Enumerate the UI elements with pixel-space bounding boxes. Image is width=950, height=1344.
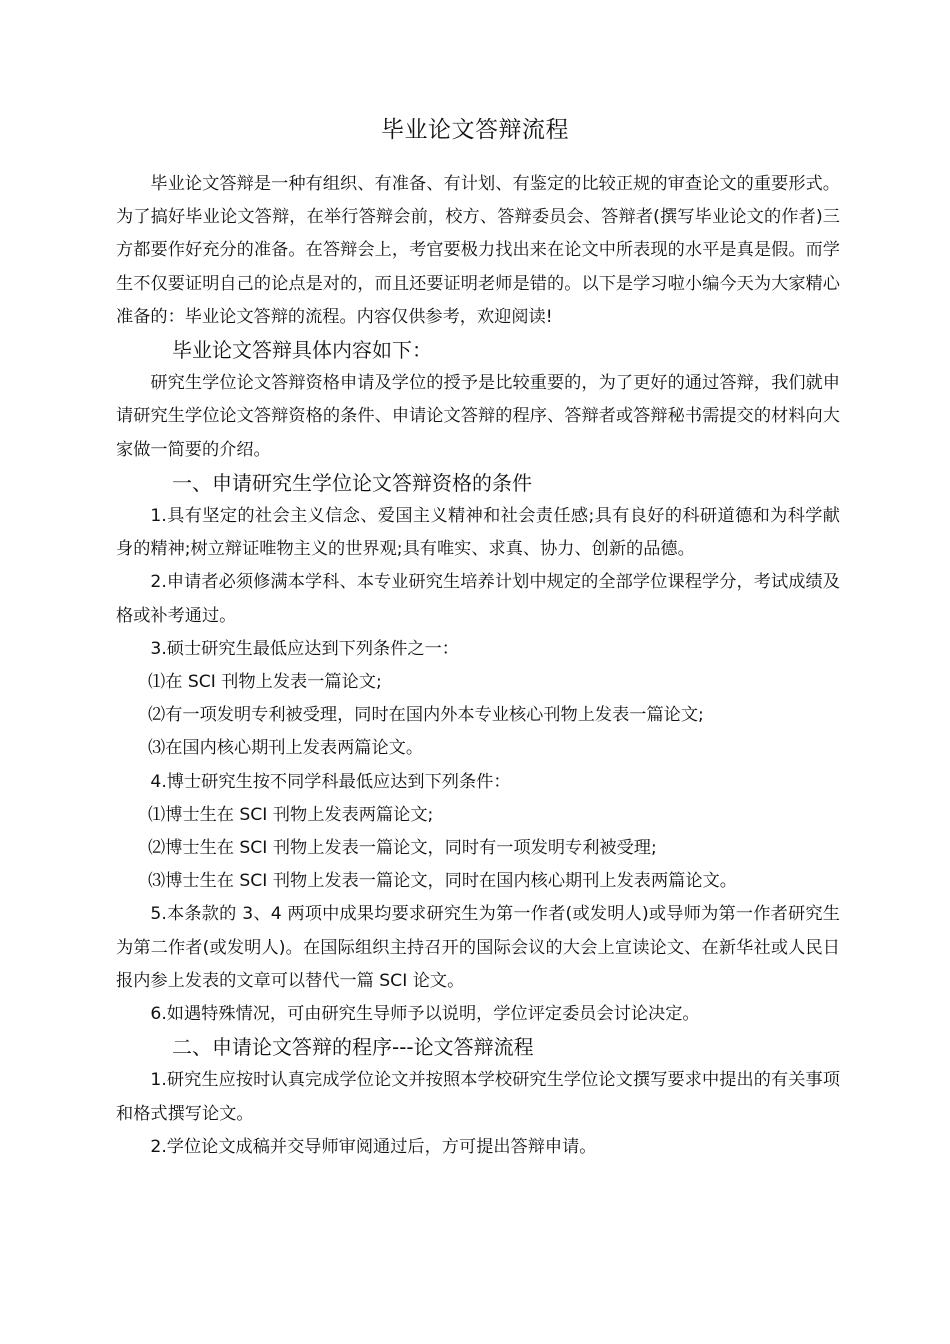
section1-item-5: 5.本条款的 3、4 两项中成果均要求研究生为第一作者(或发明人)或导师为第一作者研究生为第二作者(或发明人)。在国际组织主持召开的国际会议的大会上宣读论文、在新华社或人民日报内参上发表的文章可以替代一篇 SCI 论文。 bbox=[116, 904, 840, 991]
section1-item-4: 4.博士研究生按不同学科最低应达到下列条件： bbox=[150, 771, 511, 792]
section1-item-6: 6.如遇特殊情况，可由研究生导师予以说明，学位评定委员会讨论决定。 bbox=[150, 1004, 700, 1025]
section1-item-2: 2.申请者必须修满本学科、本专业研究生培养计划中规定的全部学位课程学分，考试成绩及格或补考通过。 bbox=[116, 572, 840, 626]
section2-item-2: 2.学位论文成稿并交导师审阅通过后，方可提出答辩申请。 bbox=[150, 1136, 597, 1157]
section1-item-3-sub: ⑵有一项发明专利被受理，同时在国内外本专业核心刊物上发表一篇论文; bbox=[148, 705, 704, 726]
content-intro-paragraph: 研究生学位论文答辩资格申请及学位的授予是比较重要的，为了更好的通过答辩，我们就申请研究生学位论文答辩资格的条件、申请论文答辩的程序、答辩者或答辩秘书需提交的材料向大家做一简要的介绍。 bbox=[116, 373, 840, 460]
section1-item-3: 3.硕士研究生最低应达到下列条件之一： bbox=[150, 638, 459, 659]
section1-item-3-sub: ⑶在国内核心期刊上发表两篇论文。 bbox=[148, 738, 424, 759]
intro-paragraph: 毕业论文答辩是一种有组织、有准备、有计划、有鉴定的比较正规的审查论文的重要形式。为了搞好毕业论文答辩，在举行答辩会前，校方、答辩委员会、答辩者(撰写毕业论文的作者)三方都要作好充分的准备。在答辩会上，考官要极力找出来在论文中所表现的水平是真是假。而学生不仅要证明自己的论点是对的，而且还要证明老师是错的。以下是学习啦小编今天为大家精心准备的：毕业论文答辩的流程。内容仅供参考，欢迎阅读! bbox=[116, 174, 840, 327]
section2-heading: 二、申请论文答辩的程序---论文答辩流程 bbox=[172, 1035, 534, 1060]
content-heading: 毕业论文答辩具体内容如下： bbox=[172, 338, 432, 363]
section1-item-4-sub: ⑶博士生在 SCI 刊物上发表一篇论文，同时在国内核心期刊上发表两篇论文。 bbox=[148, 871, 737, 892]
section2-item-1: 1.研究生应按时认真完成学位论文并按照本学校研究生学位论文撰写要求中提出的有关事项和格式撰写论文。 bbox=[116, 1070, 840, 1124]
section1-item-3-sub: ⑴在 SCI 刊物上发表一篇论文; bbox=[148, 672, 382, 693]
section1-item-4-sub: ⑵博士生在 SCI 刊物上发表一篇论文，同时有一项发明专利被受理; bbox=[148, 838, 657, 859]
section1-item-4-sub: ⑴博士生在 SCI 刊物上发表两篇论文; bbox=[148, 804, 434, 825]
section1-heading: 一、申请研究生学位论文答辩资格的条件 bbox=[172, 470, 532, 495]
document-title: 毕业论文答辩流程 bbox=[381, 117, 569, 143]
section1-item-1: 1.具有坚定的社会主义信念、爱国主义精神和社会责任感;具有良好的科研道德和为科学献身的精神;树立辩证唯物主义的世界观;具有唯实、求真、协力、创新的品德。 bbox=[116, 506, 840, 560]
document-body bbox=[116, 168, 840, 1164]
